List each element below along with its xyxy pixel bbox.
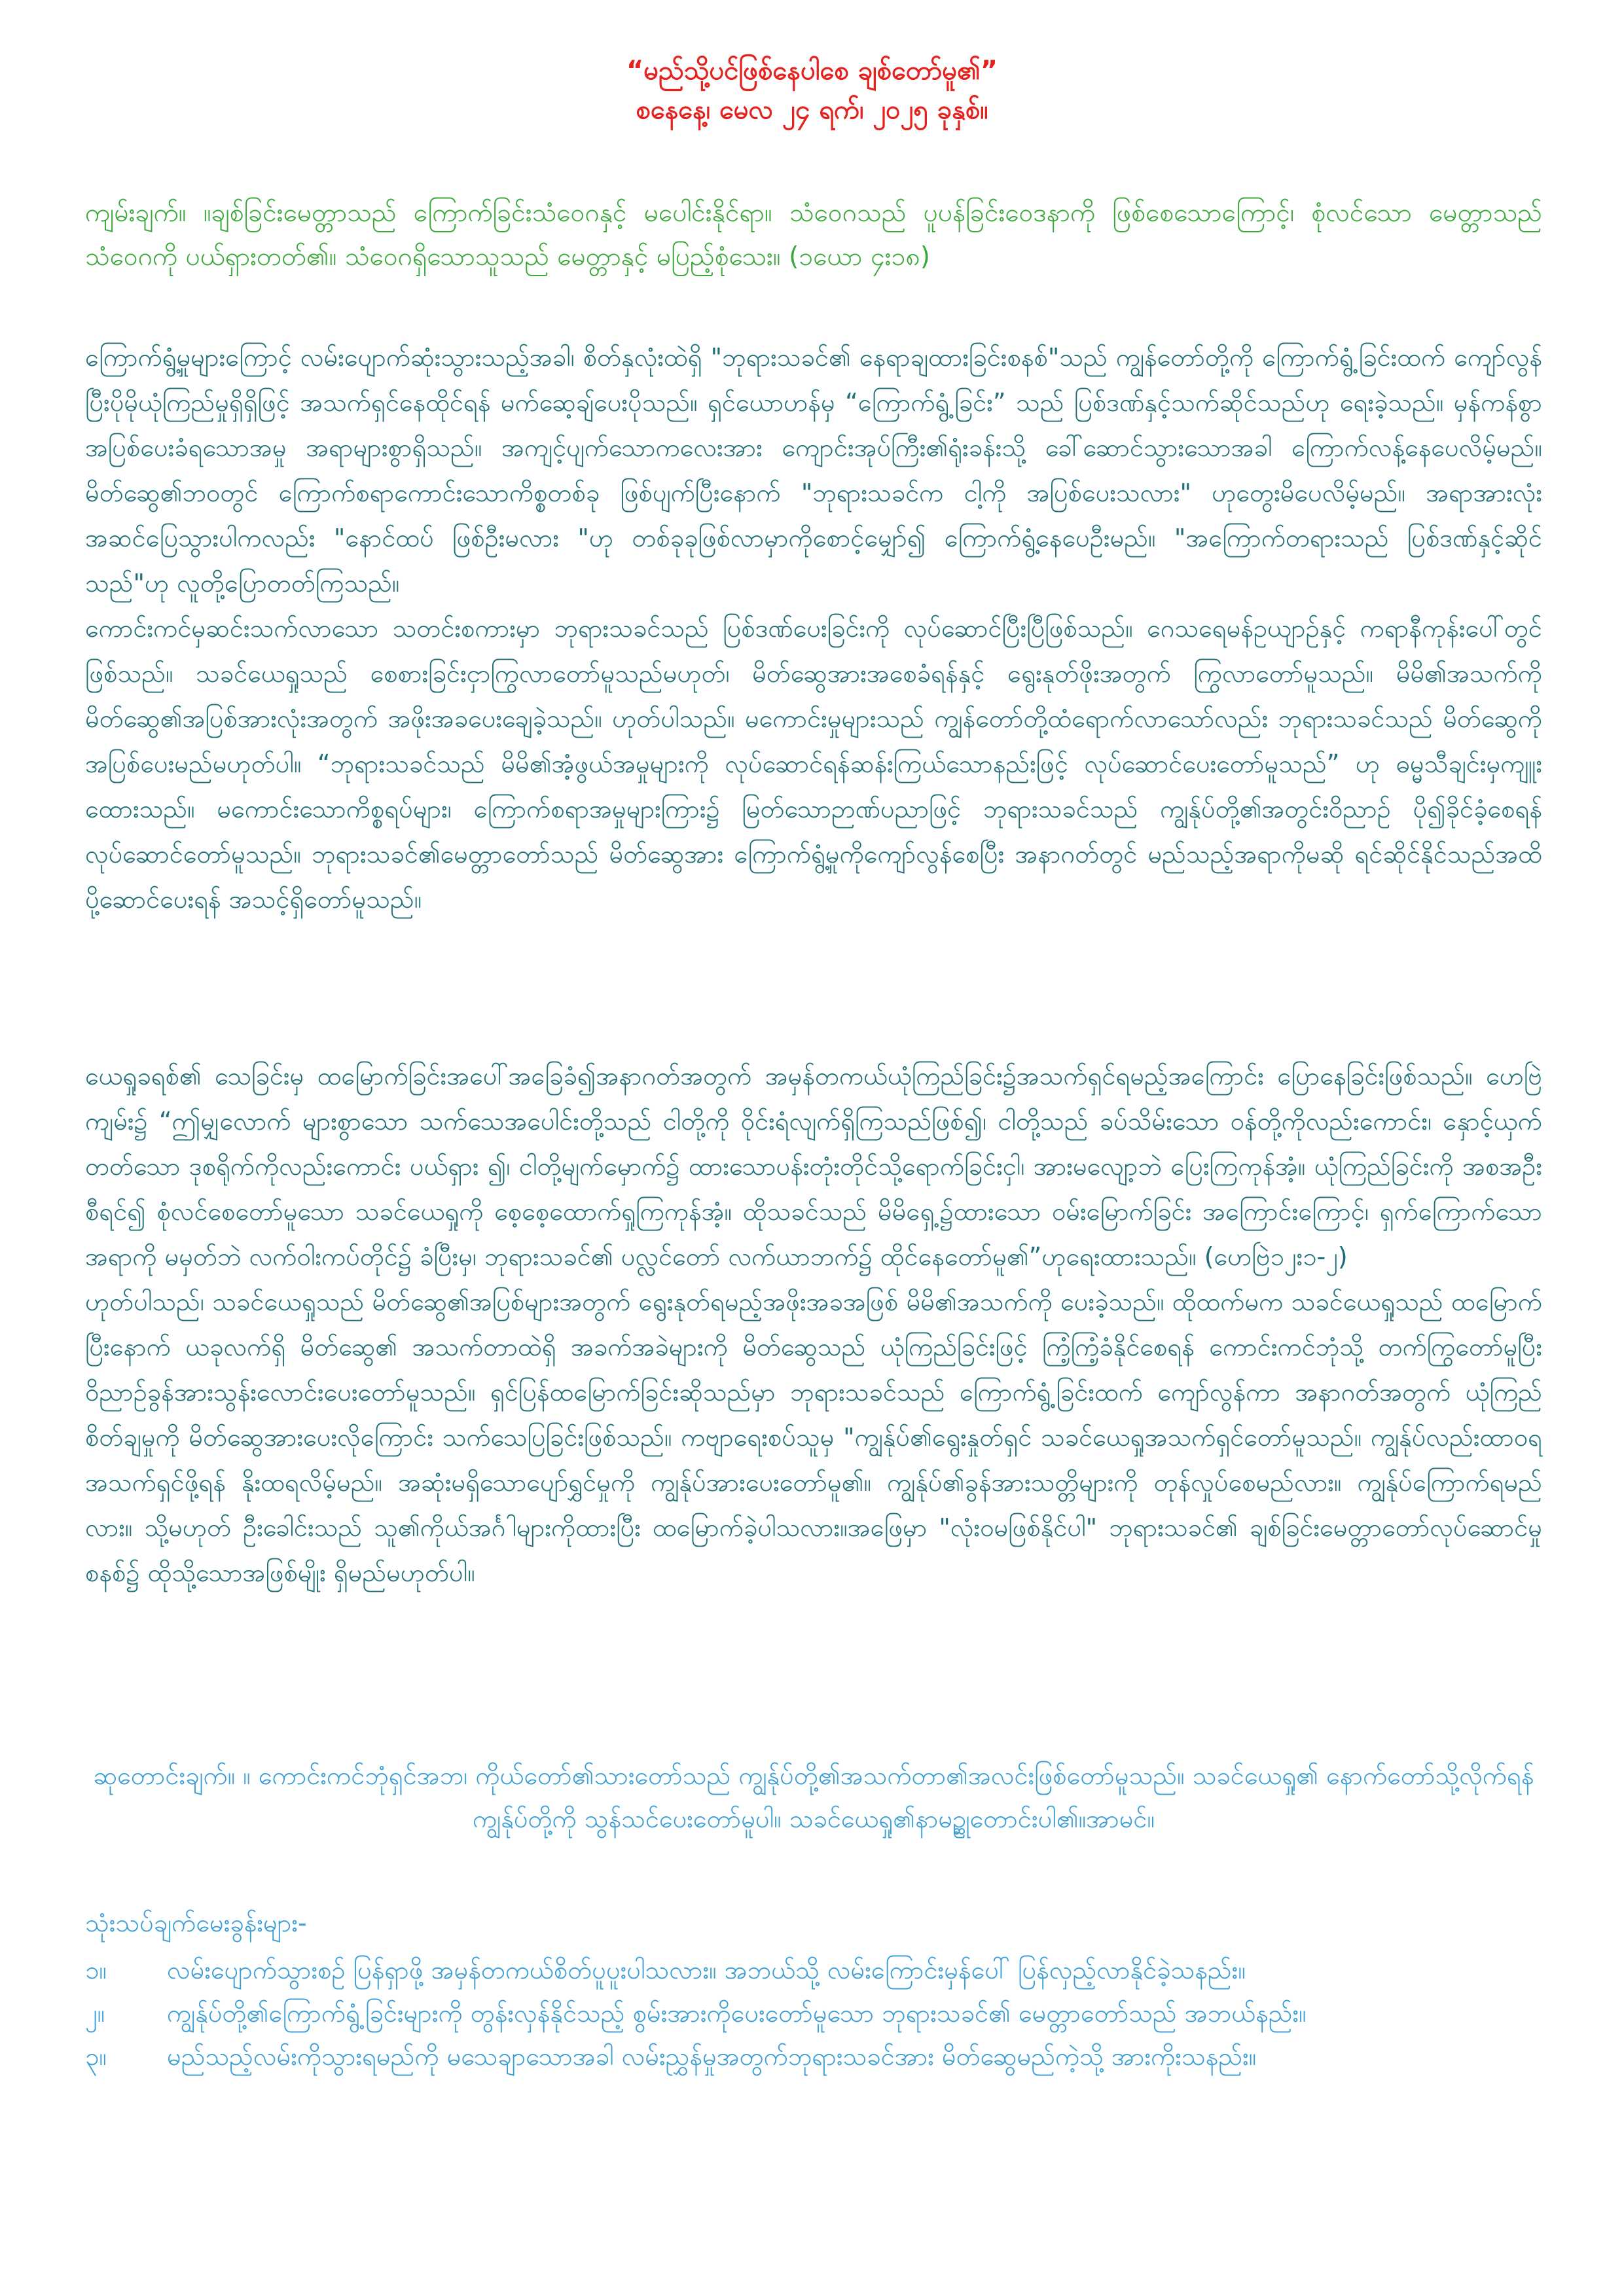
- body-section-2: [85, 1054, 1542, 1596]
- question-text: ကျွန်ုပ်တို့၏ကြောက်ရွံ့ခြင်းများကို တွန်းလှန်နိုင်သည့် စွမ်းအားကိုပေးတော်မူသော ဘုရားသခင်၏ မေတ္တာတော်သည် အဘယ်နည်း။: [167, 1999, 1307, 2028]
- question-number: ၁။: [85, 1956, 107, 1984]
- question-item: [85, 1992, 1542, 2035]
- body-paragraph: ကောင်းကင်မှဆင်းသက်လာသော သတင်းစကားမှာ ဘုရားသခင်သည် ပြစ်ဒဏ်ပေးခြင်းကို လုပ်ဆောင်ပြီးပြီဖြစ်သည်။ ဂေသရေမန်ဥယျာဉ်နှင့် ကရာနီကုန်းပေါ်တွင်ဖြစ်သည်။ သခင်ယေရှုသည် စေစားခြင်းငှာကြွလာတော်မူသည်မဟုတ်၊ မိတ်ဆွေအားအစေခံရန်နှင့် ရွေးနုတ်ဖိုးအတွက် ကြွလာတော်မူသည်။ မိမိ၏အသက်ကို မိတ်ဆွေ၏အပြစ်အားလုံးအတွက် အဖိုးအခပေးချေခဲ့သည်။ ဟုတ်ပါသည်။ မကောင်းမှုများသည် ကျွန်တော်တို့ထံရောက်လာသော်လည်း ဘုရားသခင်သည် မိတ်ဆွေကို အပြစ်ပေးမည်မဟုတ်ပါ။ “ဘုရားသခင်သည် မိမိ၏အံ့ဖွယ်အမှုများကို လုပ်ဆောင်ရန်ဆန်းကြယ်သောနည်းဖြင့် လုပ်ဆောင်ပေးတော်မူသည်” ဟု ဓမ္မသီချင်းမှကျူးထေားသည်။ မကောင်းသောကိစ္စရပ်များ၊ ကြောက်စရာအမှုများကြား၌ မြတ်သောဉာဏ်ပညာဖြင့် ဘုရားသခင်သည် ကျွန်ုပ်တို့၏အတွင်းဝိညာဉ် ပို၍ခိုင်ခံ့စေရန် လုပ်ဆောင်တော်မူသည်။ ဘုရားသခင်၏မေတ္တာတော်သည် မိတ်ဆွေအား ကြောက်ရွံ့မှုကိုကျော်လွန်စေပြီး အနာဂတ်တွင် မည်သည့်အရာကိုမဆို ရင်ဆိုင်နိုင်သည်အထိ ပို့ဆောင်ပေးရန် အသင့်ရှိတော်မူသည်။: [85, 614, 1542, 914]
- body-paragraph: ကြောက်ရွံ့မှုများကြောင့် လမ်းပျောက်ဆုံးသွားသည့်အခါ၊ စိတ်နှလုံးထဲရှိ "ဘုရားသခင်၏ နေရာချထားခြင်းစနစ်"သည် ကျွန်တော်တို့ကို ကြောက်ရွံ့ခြင်းထက် ကျော်လွန်ပြီးပိုမိုယုံကြည်မှုရှိရှိဖြင့် အသက်ရှင်နေထိုင်ရန် မက်ဆေ့ချ်ပေးပိုသည်။ ရှင်ယောဟန်မှ “ကြောက်ရွံ့ခြင်း” သည် ပြစ်ဒဏ်နှင့်သက်ဆိုင်သည်ဟု ရေးခဲ့သည်။ မှန်ကန်စွာ အပြစ်ပေးခံရသောအမှု အရာများစွာရှိသည်။ အကျင့်ပျက်သောကလေးအား ကျောင်းအုပ်ကြီး၏ရုံးခန်းသို့ ခေါ်ဆောင်သွားသောအခါ ကြောက်လန့်နေပေလိမ့်မည်။ မိတ်ဆွေ၏ဘဝတွင် ကြောက်စရာကောင်းသောကိစ္စတစ်ခု ဖြစ်ပျက်ပြီးနောက် "ဘုရားသခင်က ငါ့ကို အပြစ်ပေးသလား" ဟုတွေးမိပေလိမ့်မည်။ အရာအားလုံးအဆင်ပြေသွားပါကလည်း "နောင်ထပ် ဖြစ်ဦးမလား "ဟု တစ်ခုခုဖြစ်လာမှာကိုစောင့်မျှော်၍ ကြောက်ရွံ့နေပေဦးမည်။ "အကြောက်တရားသည် ပြစ်ဒဏ်နှင့်ဆိုင်သည်"ဟု လူတို့ပြောတတ်ကြသည်။: [85, 343, 1542, 598]
- question-text: မည်သည့်လမ်းကိုသွားရမည်ကို မသေချာသောအခါ လမ်းညွှန်မှုအတွက်ဘုရားသခင်အား မိတ်ဆွေမည်ကဲ့သို့ အားကိုးသနည်း။: [167, 2042, 1257, 2071]
- question-number: ၃။: [85, 2042, 107, 2071]
- devotional-title: “မည်သို့ပင်ဖြစ်နေပါစေ ချစ်တော်မူ၏”: [626, 56, 998, 86]
- scripture-verse: ကျမ်းချက်။ ။ချစ်ခြင်းမေတ္တာသည် ကြောက်ခြင်းသံဝေဂနှင့် မပေါင်းနိုင်ရာ။ သံဝေဂသည် ပူပန်ခြင်းဝေဒနာကို ဖြစ်စေသောကြောင့်၊ စုံလင်သော မေတ္တာသည် သံဝေဂကို ပယ်ရှားတတ်၏။ သံဝေဂရှိသောသူသည် မေတ္တာနှင့် မပြည့်စုံသေး။ (၁ယော ၄း၁၈): [85, 198, 1542, 272]
- question-number: ၂။: [85, 1999, 105, 2028]
- body-section-1: [85, 335, 1542, 922]
- question-item: [85, 1948, 1542, 1992]
- question-text: လမ်းပျောက်သွားစဥ် ပြန်ရှာဖို့ အမှန်တကယ်စိတ်ပူပူးပါသလား။ အဘယ်သို့ လမ်းကြောင်းမှန်ပေါ် ပြန်လှည့်လာနိုင်ခဲ့သနည်း။: [167, 1956, 1246, 1984]
- questions-heading: သုံးသပ်ချက်မေးခွန်းများ-: [85, 1909, 307, 1937]
- devotional-date: စနေနေ့၊ မေလ ၂၄ ရက်၊ ၂၀၂၅ ခုနှစ်။: [636, 95, 988, 125]
- body-paragraph: ဟုတ်ပါသည်၊ သခင်ယေရှုသည် မိတ်ဆွေ၏အပြစ်များအတွက် ရွေးနုတ်ရမည့်အဖိုးအခအဖြစ် မိမိ၏အသက်ကို ပေးခဲ့သည်။ ထိုထက်မက သခင်ယေရှုသည် ထမြောက်ပြီးနောက် ယခုလက်ရှိ မိတ်ဆွေ၏ အသက်တာထဲရှိ အခက်အခဲများကို မိတ်ဆွေသည် ယုံကြည်ခြင်းဖြင့် ကြံ့ကြံ့ခံနိုင်စေရန် ကောင်းကင်ဘုံသို့ တက်ကြွတော်မူပြီး ဝိညာဉ်ခွန်အားသွန်းလောင်းပေးတော်မူသည်။ ရှင်ပြန်ထမြောက်ခြင်းဆိုသည်မှာ ဘုရားသခင်သည် ကြောက်ရွံ့ခြင်းထက် ကျော်လွန်ကာ အနာဂတ်အတွက် ယုံကြည်စိတ်ချမှုကို မိတ်ဆွေအားပေးလိုကြောင်း သက်သေပြခြင်းဖြစ်သည်။ ကဗျာရေးစပ်သူမှ "ကျွန်ုပ်၏ရွေးနှုတ်ရှင် သခင်ယေရှုအသက်ရှင်တော်မူသည်။ ကျွန်ုပ်လည်းထာဝရအသက်ရှင်ဖို့ရန် နိုးထရလိမ့်မည်။ အဆုံးမရှိသောပျော်ရွှင်မှုကို ကျွန်ုပ်အားပေးတော်မူ၏။ ကျွန်ုပ်၏ခွန်အားသတ္တိများကို တုန်လှုပ်စေမည်လား။ ကျွန်ုပ်ကြောက်ရမည်လား။ သို့မဟုတ် ဦးခေါင်းသည် သူ၏ကိုယ်အင်္ဂါများကိုထားပြီး ထမြောက်ခဲ့ပါသလား။အဖြေမှာ "လုံးဝမဖြစ်နိုင်ပါ" ဘုရားသခင်၏ ချစ်ခြင်းမေတ္တာတော်လုပ်ဆောင်မှုစနစ်၌ ထိုသို့သောအဖြစ်မျိုး ရှိမည်မဟုတ်ပါ။: [85, 1287, 1542, 1587]
- body-paragraph: ယေရှုခရစ်၏ သေခြင်းမှ ထမြောက်ခြင်းအပေါ်အခြေခံ၍အနာဂတ်အတွက် အမှန်တကယ်ယုံကြည်ခြင်း၌အသက်ရှင်ရမည့်အကြောင်း ပြောနေခြင်းဖြစ်သည်။ ဟေဗြဲကျမ်း၌ “ဤမျှလောက် များစွာသော သက်သေအပေါင်းတို့သည် ငါတို့ကို ဝိုင်းရံလျက်ရှိကြသည်ဖြစ်၍၊ ငါတို့သည် ခပ်သိမ်းသော ဝန်တို့ကိုလည်းကောင်း၊ နှောင့်ယှက်တတ်သော ဒုစရိုက်ကိုလည်းကောင်း ပယ်ရှား ၍၊ ငါတို့မျက်မှောက်၌ ထားသောပန်းတုံးတိုင်သို့ရောက်ခြင်းငှါ၊ အားမလျော့ဘဲ ပြေးကြကုန်အံ့။ ယုံကြည်ခြင်းကို အစအဦးစီရင်၍ စုံလင်စေတော်မူသော သခင်ယေရှုကို စေ့စေ့ထောက်ရှုကြကုန်အံ့။ ထိုသခင်သည် မိမိရှေ့၌ထားသော ဝမ်းမြောက်ခြင်း အကြောင်းကြောင့်၊ ရှက်ကြောက်သောအရာကို မမှတ်ဘဲ လက်ဝါးကပ်တိုင်၌ ခံပြီးမှ၊ ဘုရားသခင်၏ ပလ္လင်တော် လက်ယာဘက်၌ ထိုင်နေတော်မူ၏”ဟုရေးထားသည်။ (ဟေဗြဲ၁၂း၁-၂): [85, 1062, 1542, 1271]
- devotional-header: [0, 51, 1624, 130]
- prayer-text: ဆုတောင်းချက်။ ။ ကောင်းကင်ဘုံရှင်အဘ၊ ကိုယ်တော်၏သားတော်သည် ကျွန်ုပ်တို့၏အသက်တာ၏အလင်းဖြစ်တော်မူသည်။ သခင်ယေရှု၏ နောက်တော်သို့လိုက်ရန် ကျွန်ုပ်တို့ကို သွန်သင်ပေးတော်မူပါ။ သခင်ယေရှု၏နာမဥ္ဆုတောင်းပါ၏။အာမင်။: [93, 1761, 1534, 1833]
- question-item: [85, 2035, 1542, 2078]
- reflection-questions: [85, 1901, 1542, 2078]
